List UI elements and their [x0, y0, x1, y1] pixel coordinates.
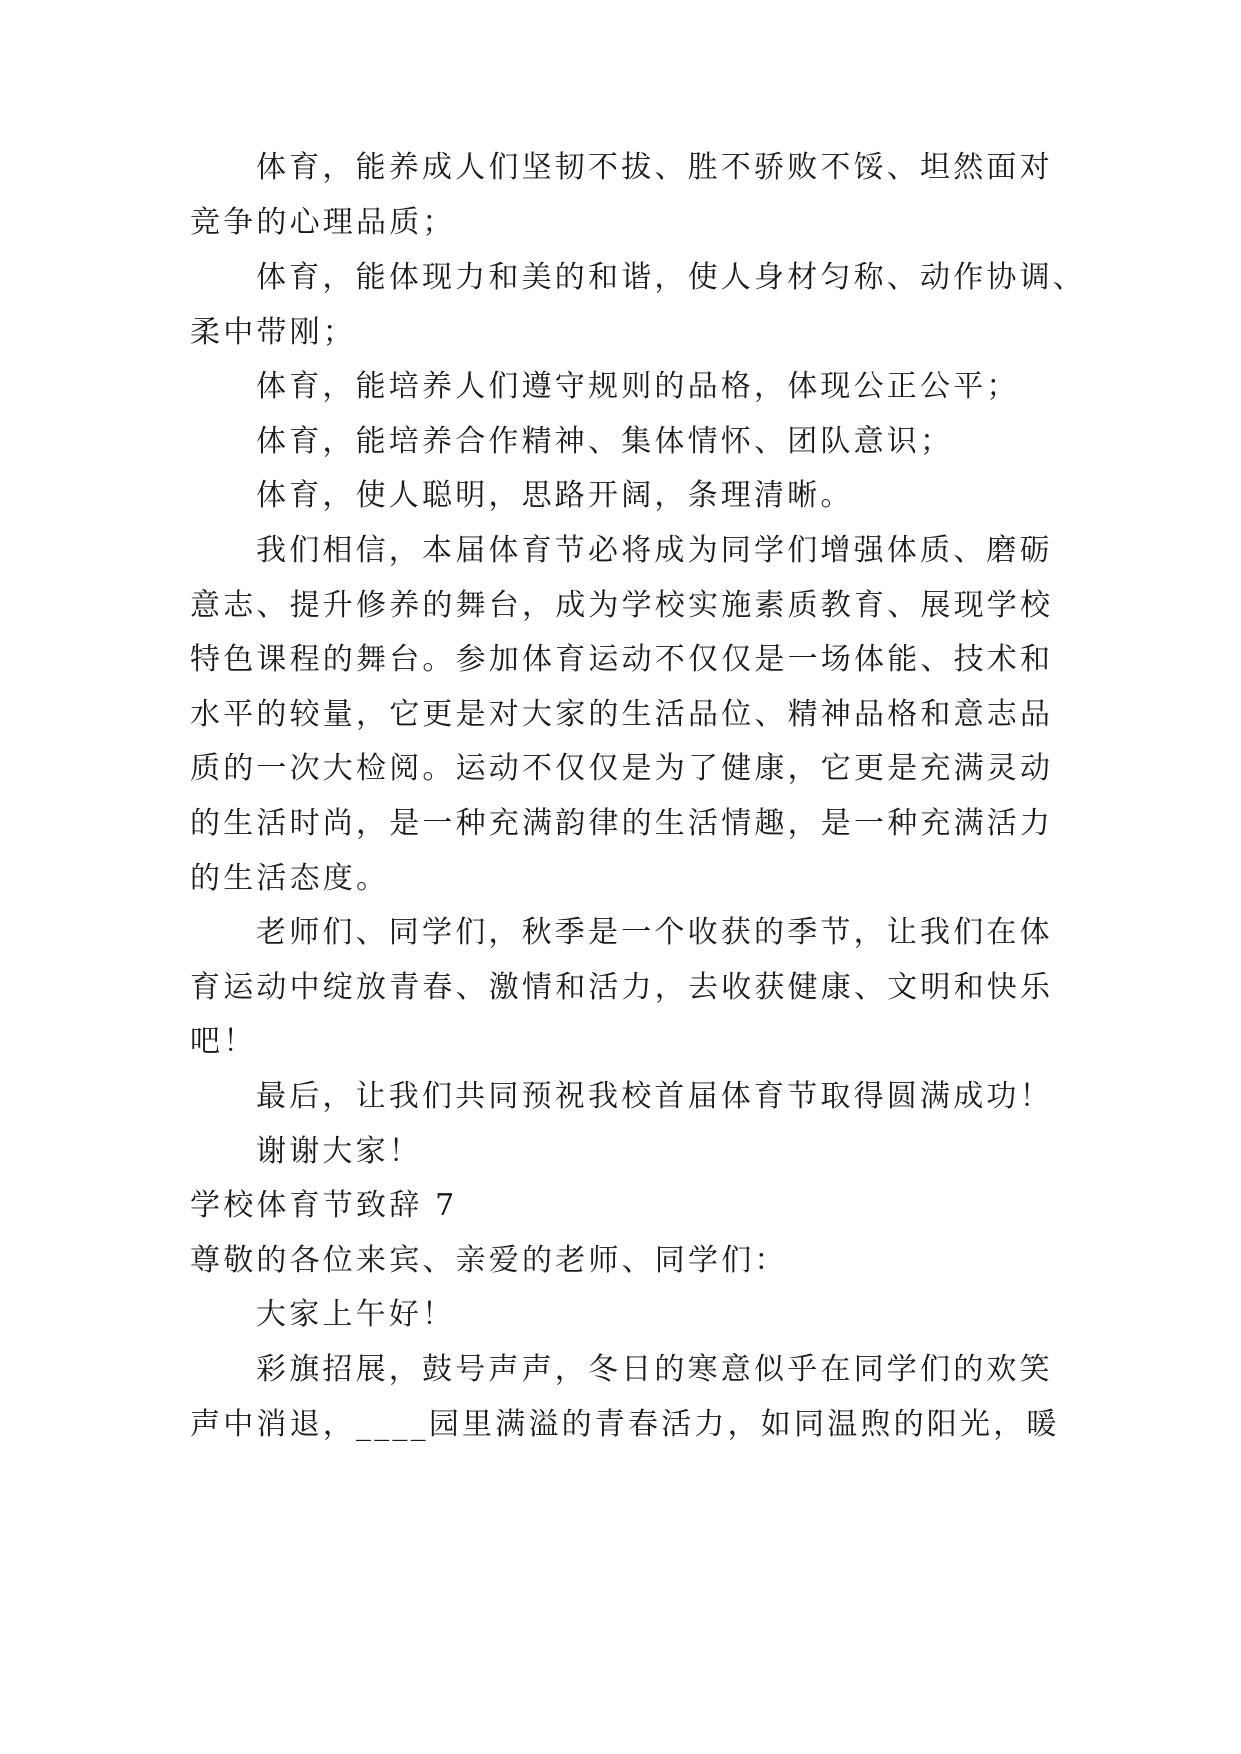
paragraph-line: 彩旗招展，鼓号声声，冬日的寒意似乎在同学们的欢笑 [256, 1352, 1053, 1387]
paragraph-line: 老师们、同学们，秋季是一个收获的季节，让我们在体 [256, 915, 1053, 950]
paragraph-line: 水平的较量，它更是对大家的生活品位、精神品格和意志品 [190, 697, 1054, 732]
section-heading: 学校体育节致辞 7 [190, 1188, 458, 1223]
fill-in-blank: ____ [356, 1407, 429, 1442]
paragraph-line: 吧！ [190, 1024, 257, 1059]
paragraph-line: 最后，让我们共同预祝我校首届体育节取得圆满成功！ [256, 1079, 1053, 1114]
paragraph-line: 育运动中绽放青春、激情和活力，去收获健康、文明和快乐 [190, 970, 1054, 1005]
paragraph-line: 柔中带刚； [190, 315, 356, 350]
salutation-line: 尊敬的各位来宾、亲爱的老师、同学们： [190, 1243, 788, 1278]
paragraph-line: 特色课程的舞台。参加体育运动不仅仅是一场体能、技术和 [190, 642, 1054, 677]
paragraph-line: 意志、提升修养的舞台，成为学校实施素质教育、展现学校 [190, 588, 1054, 623]
paragraph-line: 体育，能培养合作精神、集体情怀、团队意识； [256, 424, 954, 459]
text-after-blank: 园里满溢的青春活力，如同温煦的阳光，暖 [428, 1407, 1060, 1442]
paragraph-line: 我们相信，本届体育节必将成为同学们增强体质、磨砺 [256, 533, 1053, 568]
greeting-line: 大家上午好！ [256, 1297, 456, 1332]
paragraph-line-with-blank [190, 1405, 1070, 1445]
paragraph-line: 的生活时尚，是一种充满韵律的生活情趣，是一种充满活力 [190, 806, 1054, 841]
paragraph-line: 的生活态度。 [190, 861, 390, 896]
paragraph-line: 质的一次大检阅。运动不仅仅是为了健康，它更是充满灵动 [190, 751, 1054, 786]
paragraph-line: 体育，能体现力和美的和谐，使人身材匀称、动作协调、 [256, 260, 1086, 295]
paragraph-line: 竞争的心理品质； [190, 205, 456, 240]
text-before-blank: 声中消退， [190, 1407, 356, 1442]
paragraph-line: 体育，使人聪明，思路开阔，条理清晰。 [256, 478, 854, 513]
paragraph-line: 谢谢大家！ [256, 1134, 422, 1169]
paragraph-line: 体育，能养成人们坚韧不拔、胜不骄败不馁、坦然面对 [256, 150, 1053, 185]
paragraph-line: 体育，能培养人们遵守规则的品格，体现公正公平； [256, 369, 1020, 404]
